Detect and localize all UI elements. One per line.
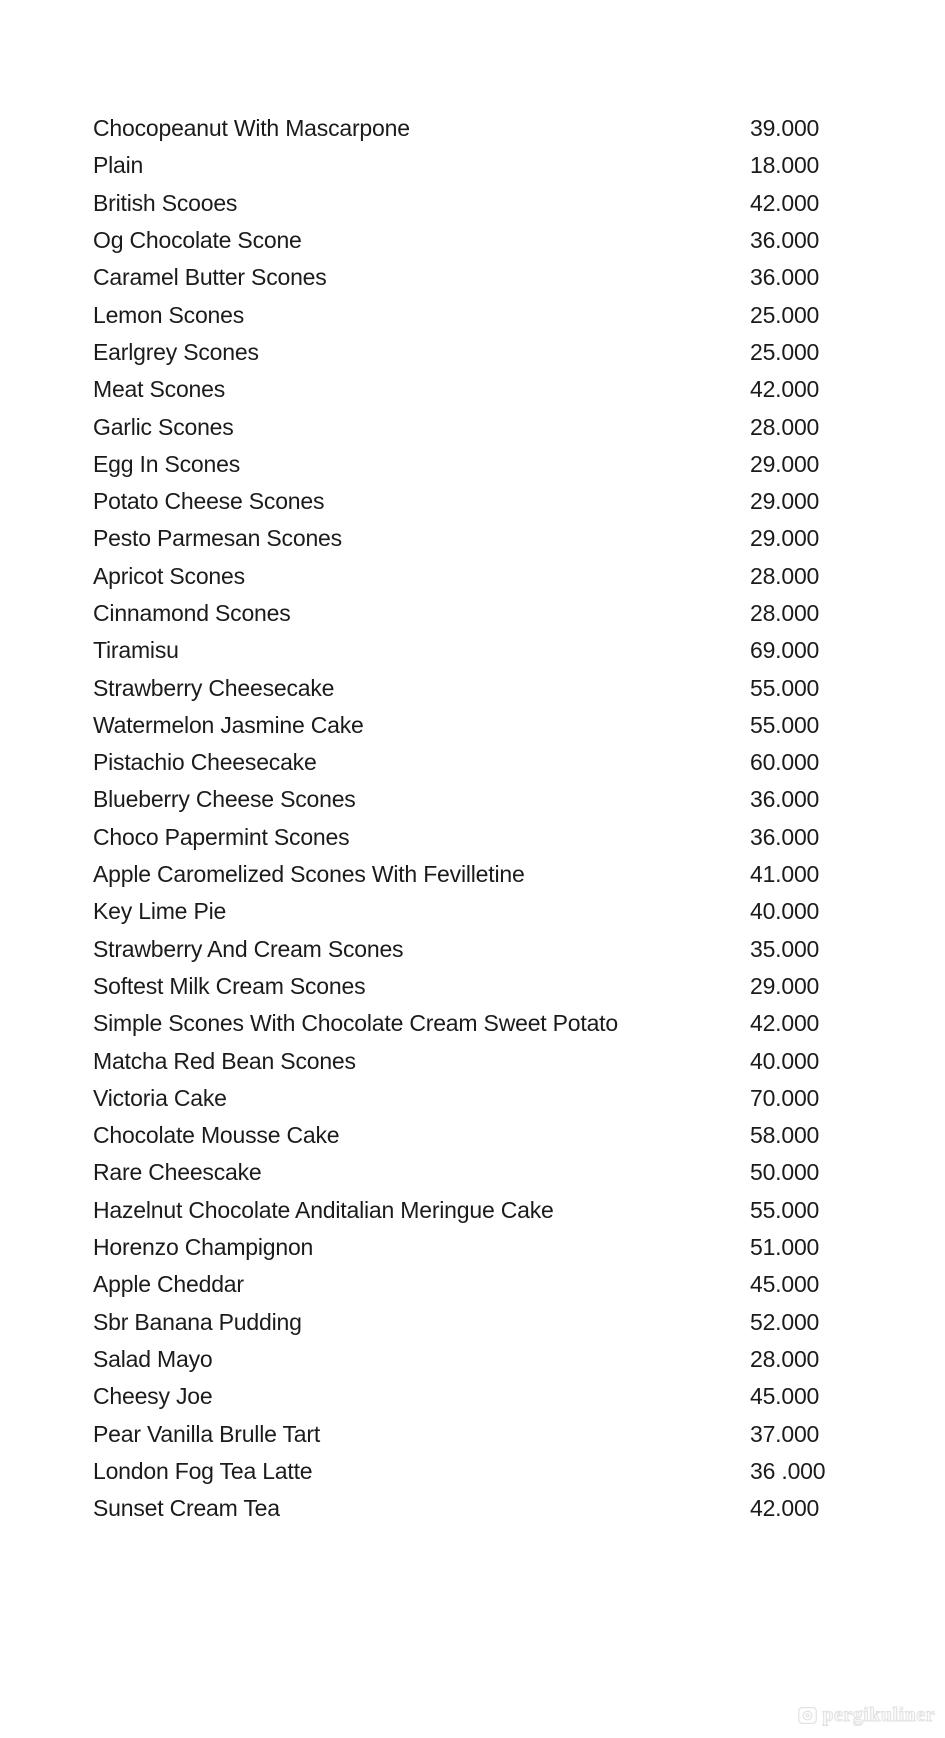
watermark xyxy=(797,1704,935,1727)
menu-item-name: Lemon Scones xyxy=(93,301,245,328)
menu-list xyxy=(93,110,935,1527)
menu-item-row xyxy=(93,558,935,595)
menu-item-name: Choco Papermint Scones xyxy=(93,823,350,850)
menu-item-name: Rare Cheescake xyxy=(93,1159,262,1186)
menu-item-row xyxy=(93,669,935,706)
menu-item-price: 35.000 xyxy=(750,935,820,962)
menu-item-name: Apple Caromelized Scones With Fevilletine xyxy=(93,861,525,888)
menu-item-price: 51.000 xyxy=(750,1234,820,1261)
menu-item-row xyxy=(93,1117,935,1154)
menu-item-price: 55.000 xyxy=(750,674,820,701)
menu-item-name: Potato Cheese Scones xyxy=(93,488,325,515)
menu-item-price: 45.000 xyxy=(750,1271,820,1298)
menu-item-name: Watermelon Jasmine Cake xyxy=(93,711,364,738)
menu-item-row xyxy=(93,632,935,669)
menu-item-row xyxy=(93,1005,935,1042)
menu-item-row xyxy=(93,296,935,333)
menu-item-row xyxy=(93,371,935,408)
menu-item-row xyxy=(93,1378,935,1415)
menu-item-price: 25.000 xyxy=(750,338,820,365)
menu-item-row xyxy=(93,520,935,557)
menu-item-name: Og Chocolate Scone xyxy=(93,227,302,254)
menu-item-price: 45.000 xyxy=(750,1383,820,1410)
menu-item-price: 25.000 xyxy=(750,301,820,328)
menu-item-price: 36.000 xyxy=(750,786,820,813)
menu-item-row xyxy=(93,110,935,147)
menu-item-row xyxy=(93,1304,935,1341)
menu-item-row xyxy=(93,744,935,781)
menu-item-price: 42.000 xyxy=(750,1010,820,1037)
menu-item-name: Tiramisu xyxy=(93,637,179,664)
menu-item-price: 28.000 xyxy=(750,1345,820,1372)
menu-item-price: 37.000 xyxy=(750,1420,820,1447)
menu-item-price: 36.000 xyxy=(750,823,820,850)
menu-item-name: Pistachio Cheesecake xyxy=(93,749,317,776)
menu-item-row xyxy=(93,334,935,371)
menu-item-name: Key Lime Pie xyxy=(93,898,227,925)
menu-item-row xyxy=(93,483,935,520)
menu-item-row xyxy=(93,222,935,259)
menu-item-name: Apple Cheddar xyxy=(93,1271,244,1298)
menu-item-price: 29.000 xyxy=(750,450,820,477)
menu-item-name: Chocopeanut With Mascarpone xyxy=(93,115,410,142)
menu-item-price: 28.000 xyxy=(750,562,820,589)
menu-item-price: 36.000 xyxy=(750,227,820,254)
menu-item-price: 55.000 xyxy=(750,711,820,738)
menu-item-price: 55.000 xyxy=(750,1196,820,1223)
menu-item-row xyxy=(93,185,935,222)
menu-item-price: 36 .000 xyxy=(750,1457,826,1484)
menu-item-price: 29.000 xyxy=(750,525,820,552)
menu-item-name: Cinnamond Scones xyxy=(93,600,291,626)
menu-item-name: Pear Vanilla Brulle Tart xyxy=(93,1420,321,1447)
menu-item-row xyxy=(93,595,935,632)
menu-item-price: 40.000 xyxy=(750,1047,820,1074)
menu-item-price: 52.000 xyxy=(750,1308,820,1335)
menu-item-name: Victoria Cake xyxy=(93,1084,227,1111)
menu-item-name: Sunset Cream Tea xyxy=(93,1495,280,1522)
menu-item-name: Strawberry And Cream Scones xyxy=(93,935,404,962)
menu-item-name: Caramel Butter Scones xyxy=(93,264,327,291)
menu-item-price: 69.000 xyxy=(750,637,820,664)
menu-item-name: Horenzo Champignon xyxy=(93,1234,314,1261)
menu-item-row xyxy=(93,1453,935,1490)
menu-item-name: Sbr Banana Pudding xyxy=(93,1308,302,1335)
menu-item-row xyxy=(93,856,935,893)
menu-item-name: Chocolate Mousse Cake xyxy=(93,1122,340,1149)
menu-item-price: 50.000 xyxy=(750,1159,820,1186)
menu-item-price: 29.000 xyxy=(750,972,820,999)
watermark-label: pergikuliner xyxy=(822,1704,935,1726)
menu-item-name: Simple Scones With Chocolate Cream Sweet Potato xyxy=(93,1010,618,1037)
menu-item-row xyxy=(93,893,935,930)
menu-item-name: Hazelnut Chocolate Anditalian Meringue Cake xyxy=(93,1196,554,1223)
menu-item-row xyxy=(93,1266,935,1303)
menu-item-price: 42.000 xyxy=(750,376,820,403)
menu-item-row xyxy=(93,1415,935,1452)
menu-item-name: Cheesy Joe xyxy=(93,1383,213,1410)
menu-item-row xyxy=(93,446,935,483)
menu-item-price: 60.000 xyxy=(750,749,820,776)
menu-item-row xyxy=(93,1080,935,1117)
menu-item-row xyxy=(93,1042,935,1079)
menu-item-row xyxy=(93,781,935,818)
menu-item-row xyxy=(93,147,935,184)
menu-item-row xyxy=(93,408,935,445)
menu-item-row xyxy=(93,707,935,744)
menu-item-price: 28.000 xyxy=(750,600,820,626)
menu-item-price: 41.000 xyxy=(750,861,820,888)
menu-item-price: 40.000 xyxy=(750,898,820,925)
menu-item-row xyxy=(93,1154,935,1191)
menu-item-price: 42.000 xyxy=(750,1495,820,1522)
menu-item-row xyxy=(93,931,935,968)
menu-item-price: 58.000 xyxy=(750,1122,820,1149)
menu-item-name: Pesto Parmesan Scones xyxy=(93,525,342,552)
menu-item-row xyxy=(93,1341,935,1378)
menu-item-name: London Fog Tea Latte xyxy=(93,1457,313,1484)
menu-item-price: 36.000 xyxy=(750,264,820,291)
menu-item-name: Blueberry Cheese Scones xyxy=(93,786,356,813)
menu-item-row xyxy=(93,259,935,296)
menu-item-price: 28.000 xyxy=(750,413,820,440)
menu-item-price: 18.000 xyxy=(750,152,820,179)
menu-item-price: 39.000 xyxy=(750,115,820,142)
menu-item-name: Garlic Scones xyxy=(93,413,234,440)
menu-item-name: Matcha Red Bean Scones xyxy=(93,1047,356,1074)
menu-item-row xyxy=(93,1490,935,1527)
menu-item-row xyxy=(93,819,935,856)
menu-item-row xyxy=(93,1192,935,1229)
pergikuliner-logo-icon xyxy=(797,1705,818,1726)
menu-item-name: Apricot Scones xyxy=(93,562,245,589)
menu-item-name: Strawberry Cheesecake xyxy=(93,674,335,701)
menu-item-row xyxy=(93,1229,935,1266)
menu-item-name: Softest Milk Cream Scones xyxy=(93,972,366,999)
menu-item-name: Salad Mayo xyxy=(93,1345,213,1372)
menu-item-name: British Scooes xyxy=(93,189,238,216)
menu-item-name: Meat Scones xyxy=(93,376,226,403)
menu-item-price: 70.000 xyxy=(750,1084,820,1111)
menu-item-price: 29.000 xyxy=(750,488,820,515)
menu-item-row xyxy=(93,968,935,1005)
menu-item-name: Earlgrey Scones xyxy=(93,338,259,365)
menu-item-name: Plain xyxy=(93,152,144,179)
menu-item-name: Egg In Scones xyxy=(93,450,241,477)
menu-item-price: 42.000 xyxy=(750,189,820,216)
